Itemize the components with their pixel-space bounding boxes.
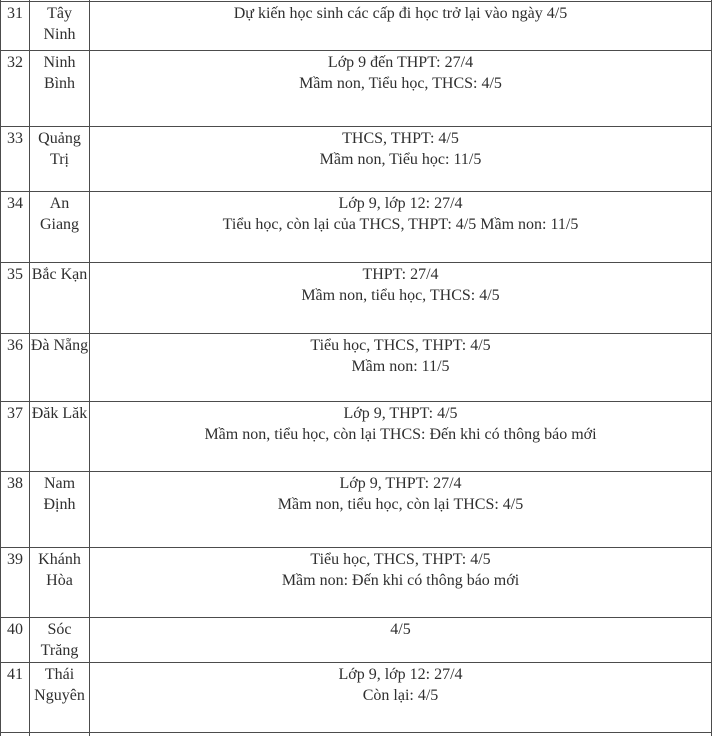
schedule-line: Tiểu học, còn lại của THCS, THPT: 4/5 Mầm non: 11/5 — [222, 216, 579, 233]
province-cell: Khánh Hòa — [30, 548, 90, 618]
schedule-line: Lớp 9, lớp 12: 27/4 — [338, 195, 463, 212]
schedule-line: Tiểu học, THCS, THPT: 4/5 — [310, 551, 491, 568]
table-row — [1, 548, 712, 618]
row-index-cell — [1, 733, 30, 736]
schedule-line: Còn lại: 4/5 — [362, 687, 439, 704]
row-index-cell: 34 — [1, 192, 30, 263]
schedule-cell — [90, 334, 712, 402]
province-cell — [30, 733, 90, 736]
province-cell: Sóc Trăng — [30, 618, 90, 663]
province-cell: Bắc Kạn — [30, 263, 90, 334]
schedule-line: Mầm non: Đến khi có thông báo mới — [281, 572, 520, 589]
schedule-cell — [90, 548, 712, 618]
schedule-line: THPT: 27/4 — [362, 266, 439, 283]
province-cell: Đăk Lăk — [30, 402, 90, 472]
row-index-cell: 35 — [1, 263, 30, 334]
schedule-line: Mầm non, Tiểu học, THCS: 4/5 — [299, 75, 502, 92]
table-row — [1, 334, 712, 402]
schedule-line: Mầm non, tiểu học, THCS: 4/5 — [301, 287, 500, 304]
province-cell: Quảng Trị — [30, 127, 90, 192]
schedule-line: Mầm non, tiểu học, còn lại THCS: 4/5 — [277, 496, 524, 513]
schedule-cell — [90, 618, 712, 663]
row-index-cell: 38 — [1, 472, 30, 548]
province-cell: Nam Định — [30, 472, 90, 548]
row-index-cell: 37 — [1, 402, 30, 472]
schedule-line: Mầm non, Tiểu học: 11/5 — [319, 151, 482, 168]
table-row — [1, 402, 712, 472]
province-cell: Tây Ninh — [30, 2, 90, 51]
schedule-line: Lớp 9 đến THPT: 27/4 — [327, 54, 474, 71]
schedule-line: Lớp 9, THPT: 4/5 — [343, 405, 458, 422]
schedule-cell — [90, 51, 712, 127]
province-cell: Thái Nguyên — [30, 663, 90, 733]
row-index-cell: 40 — [1, 618, 30, 663]
schedule-cell — [90, 733, 712, 736]
schedule-line: Mầm non: 11/5 — [351, 358, 450, 375]
row-index-cell: 33 — [1, 127, 30, 192]
schedule-line: THCS, THPT: 4/5 — [342, 130, 459, 147]
row-index-cell: 31 — [1, 2, 30, 51]
schedule-cell — [90, 127, 712, 192]
table-row — [1, 192, 712, 263]
schedule-line: Mầm non, tiểu học, còn lại THCS: Đến khi có thông báo mới — [204, 426, 597, 443]
row-index-cell: 39 — [1, 548, 30, 618]
schedule-line: Dự kiến học sinh các cấp đi học trở lại vào ngày 4/5 — [233, 5, 568, 22]
schedule-cell — [90, 402, 712, 472]
row-index-cell: 41 — [1, 663, 30, 733]
table-row — [1, 472, 712, 548]
table-body — [1, 0, 712, 736]
schedule-cell — [90, 2, 712, 51]
table-row — [1, 2, 712, 51]
schedule-line: 4/5 — [390, 621, 411, 638]
table-row — [1, 263, 712, 334]
province-cell: An Giang — [30, 192, 90, 263]
table-row — [1, 618, 712, 663]
row-index-cell: 32 — [1, 51, 30, 127]
schedule-cell — [90, 192, 712, 263]
province-cell: Đà Nẵng — [30, 334, 90, 402]
schedule-line: Lớp 9, THPT: 27/4 — [339, 475, 462, 492]
schedule-cell — [90, 663, 712, 733]
table-row — [1, 51, 712, 127]
schedule-cell — [90, 472, 712, 548]
table-row — [1, 663, 712, 733]
schedule-cell — [90, 263, 712, 334]
schedule-line: Tiểu học, THCS, THPT: 4/5 — [310, 337, 491, 354]
province-cell: Ninh Bình — [30, 51, 90, 127]
table-row — [1, 127, 712, 192]
row-index-cell: 36 — [1, 334, 30, 402]
partial-row-bottom — [1, 733, 712, 736]
schedule-line: Lớp 9, lớp 12: 27/4 — [338, 666, 463, 683]
